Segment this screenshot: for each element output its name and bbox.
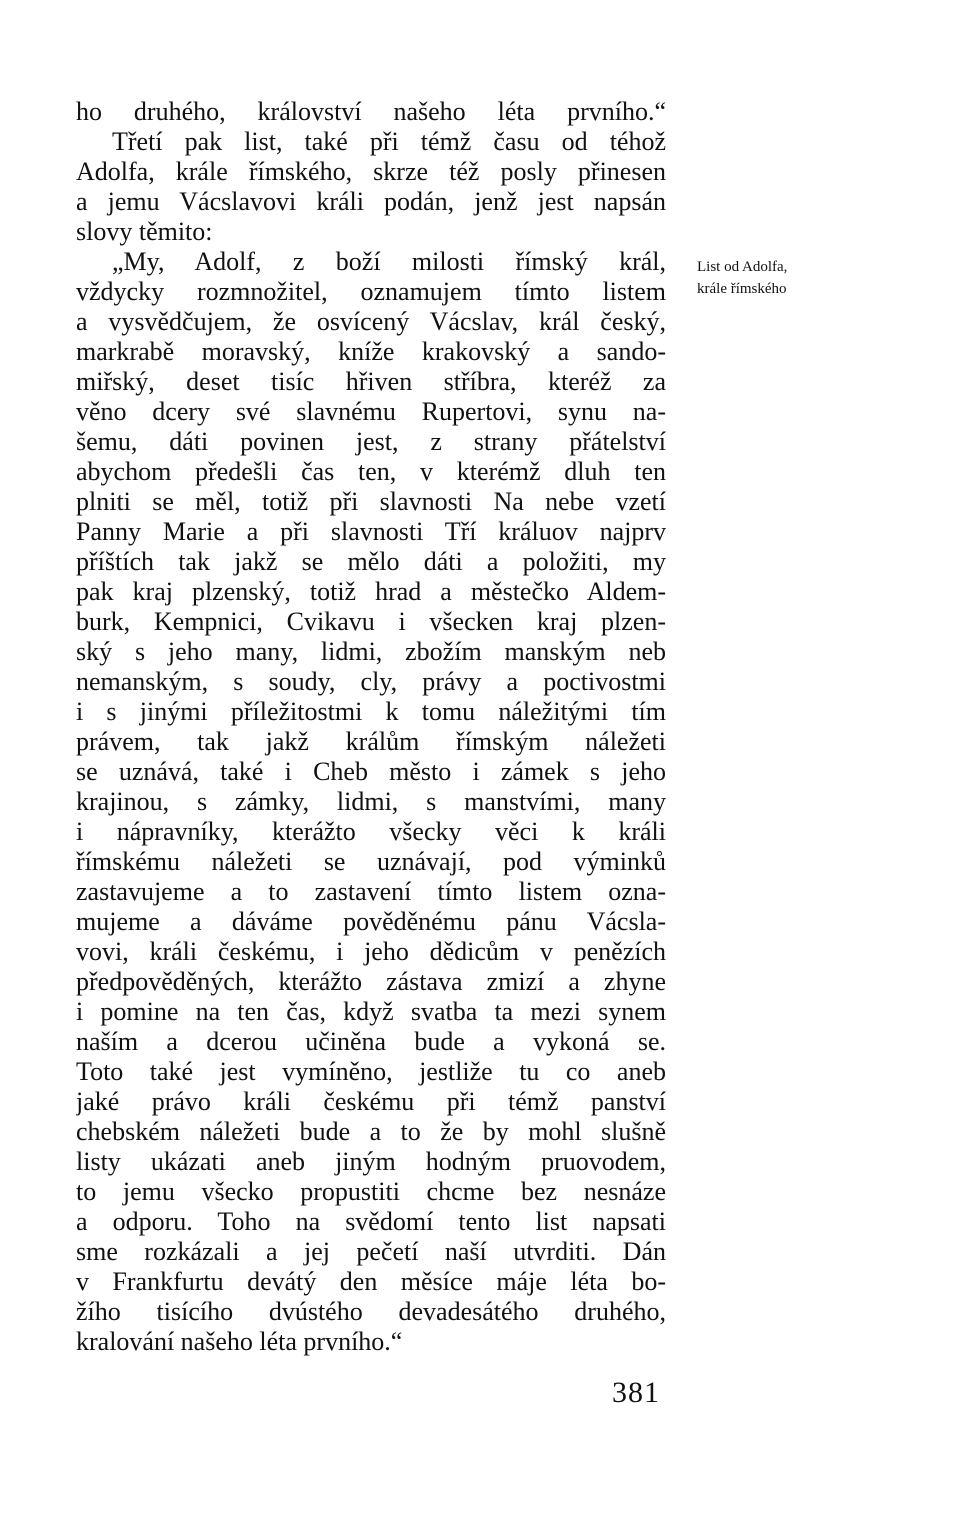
text-line: ský s jeho many, lidmi, zbožím manským neb bbox=[76, 637, 666, 666]
text-line: Toto také jest vymíněno, jestliže tu co aneb bbox=[76, 1057, 666, 1086]
text-line: sme rozkázali a jej pečetí naší utvrditi. Dán bbox=[76, 1237, 666, 1266]
text-line: vždycky rozmnožitel, oznamujem tímto listem bbox=[76, 277, 666, 306]
text-line: věno dcery své slavnému Rupertovi, synu na- bbox=[76, 397, 666, 426]
text-line: zastavujeme a to zastavení tímto listem ozna- bbox=[76, 877, 666, 906]
text-line: žího tisícího dvústého devadesátého druhého, bbox=[76, 1297, 666, 1326]
text-line: se uznává, také i Cheb město i zámek s jeho bbox=[76, 757, 666, 786]
text-line: chebském náležeti bude a to že by mohl slušně bbox=[76, 1117, 666, 1146]
text-line: právem, tak jakž králům římským náležeti bbox=[76, 727, 666, 756]
text-line: „My, Adolf, z boží milosti římský král, bbox=[112, 247, 666, 276]
text-line: nemanským, s soudy, cly, právy a poctivostmi bbox=[76, 667, 666, 696]
text-line: a jemu Vácslavovi králi podán, jenž jest napsán bbox=[76, 187, 666, 216]
page-number: 381 bbox=[612, 1376, 660, 1409]
text-line: naším a dcerou učiněna bude a vykoná se. bbox=[76, 1027, 666, 1056]
text-line: i pomine na ten čas, když svatba ta mezi synem bbox=[76, 997, 666, 1026]
text-line: slovy těmito: bbox=[76, 217, 213, 246]
text-line: římskému náležeti se uznávají, pod výminků bbox=[76, 847, 666, 876]
text-line: burk, Kempnici, Cvikavu i všecken kraj plzen- bbox=[76, 607, 666, 636]
text-line: šemu, dáti povinen jest, z strany přátelství bbox=[76, 427, 666, 456]
margin-note bbox=[697, 256, 847, 300]
text-line: vovi, králi českému, i jeho dědicům v penězích bbox=[76, 937, 666, 966]
text-line: a odporu. Toho na svědomí tento list napsati bbox=[76, 1207, 666, 1236]
text-line: ho druhého, království našeho léta prvního.“ bbox=[76, 97, 666, 126]
body-text bbox=[76, 97, 666, 1357]
text-line: pak kraj plzenský, totiž hrad a městečko Aldem- bbox=[76, 577, 666, 606]
text-line: i s jinými příležitostmi k tomu náležitými tím bbox=[76, 697, 666, 726]
text-line: Panny Marie a při slavnosti Tří králuov najprv bbox=[76, 517, 666, 546]
text-line: v Frankfurtu devátý den měsíce máje léta bo- bbox=[76, 1267, 666, 1296]
text-line: i nápravníky, kterážto všecky věci k králi bbox=[76, 817, 666, 846]
text-line: abychom předešli čas ten, v kterémž dluh ten bbox=[76, 457, 666, 486]
text-line: plniti se měl, totiž při slavnosti Na nebe vzetí bbox=[76, 487, 666, 516]
text-line: listy ukázati aneb jiným hodným pruovodem, bbox=[76, 1147, 666, 1176]
text-line: Adolfa, krále římského, skrze též posly přinesen bbox=[76, 157, 666, 186]
text-line: to jemu všecko propustiti chcme bez nesnáze bbox=[76, 1177, 666, 1206]
text-line: Třetí pak list, také při témž času od téhož bbox=[112, 127, 666, 156]
text-line: příštích tak jakž se mělo dáti a položiti, my bbox=[76, 547, 666, 576]
text-line: jaké právo králi českému při témž panství bbox=[76, 1087, 666, 1116]
text-line: kralování našeho léta prvního.“ bbox=[76, 1327, 403, 1356]
text-line: miřský, deset tisíc hřiven stříbra, kteréž za bbox=[76, 367, 666, 396]
text-line: a vysvědčujem, že osvícený Vácslav, král český, bbox=[76, 307, 666, 336]
margin-note-line: krále římského bbox=[697, 281, 787, 297]
margin-note-line: List od Adolfa, bbox=[697, 259, 788, 275]
text-line: krajinou, s zámky, lidmi, s manstvími, many bbox=[76, 787, 666, 816]
text-line: markrabě moravský, kníže krakovský a sando- bbox=[76, 337, 666, 366]
text-line: předpověděných, kterážto zástava zmizí a zhyne bbox=[76, 967, 666, 996]
text-line: mujeme a dáváme pověděnému pánu Vácsla- bbox=[76, 907, 666, 936]
